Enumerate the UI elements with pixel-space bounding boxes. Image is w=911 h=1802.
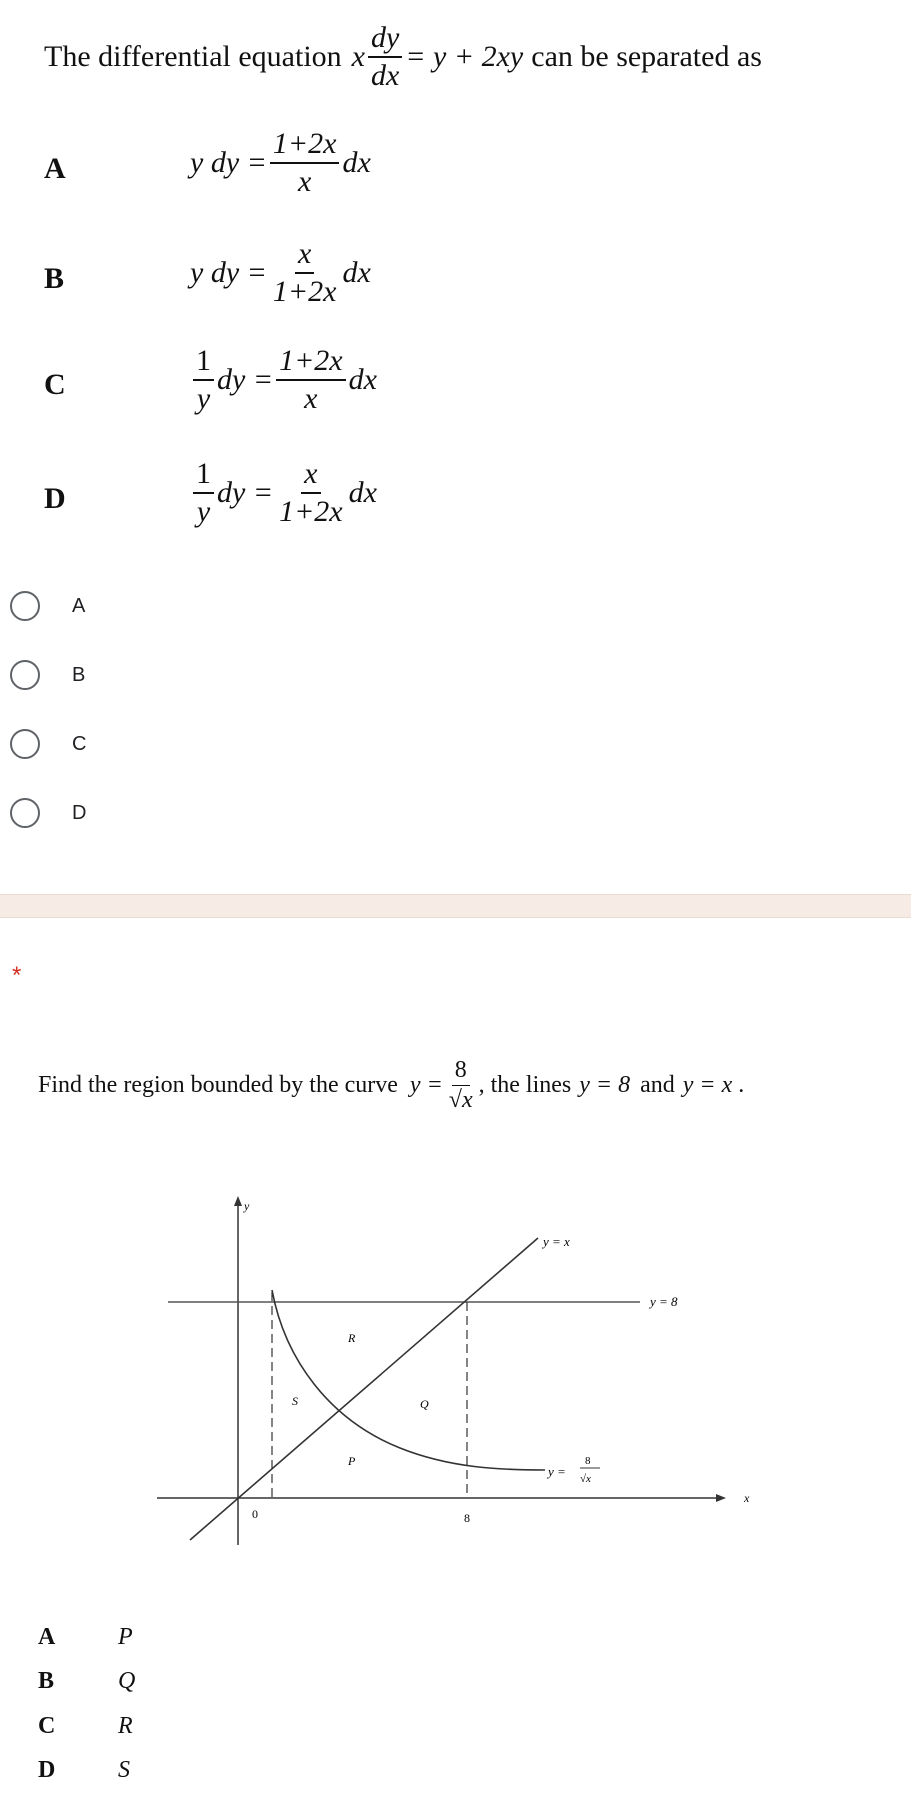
question1-dx: dx — [370, 58, 400, 92]
option1-c-lhs-den: y — [196, 381, 211, 415]
radio-label-c[interactable]: C — [72, 732, 87, 755]
option1-d-lhs-num: 1 — [193, 458, 214, 494]
option1-letter-d: D — [44, 482, 66, 515]
option2-b — [38, 1668, 135, 1695]
option1-a-fraction — [270, 128, 340, 197]
option1-c-lhs-num: 1 — [193, 345, 214, 381]
radio-option-a[interactable] — [10, 586, 86, 626]
option1-d-tail: dx — [348, 475, 377, 509]
option2-d — [38, 1757, 130, 1784]
option2-c — [38, 1713, 133, 1740]
radio-option-c[interactable] — [10, 724, 86, 764]
option1-d-den: 1+2x — [279, 494, 343, 528]
label-curve-y: y = — [548, 1464, 566, 1479]
question2-line1: y = 8 — [579, 1072, 631, 1099]
option1-d-lhs-den: y — [196, 494, 211, 528]
section-divider — [0, 894, 911, 918]
y-axis-arrow-icon — [234, 1196, 242, 1206]
line-yx — [190, 1238, 538, 1540]
option2-c-value: R — [118, 1713, 133, 1739]
option1-b-lhs: y dy = — [190, 255, 267, 289]
option1-c-expression — [190, 345, 377, 414]
option1-c-lhs-fraction — [193, 345, 214, 414]
radio-circle-c[interactable] — [10, 729, 40, 759]
option1-a-lhs: y dy = — [190, 145, 267, 179]
option1-d-lhs-tail: dy = — [217, 475, 274, 509]
option1-b-fraction — [270, 238, 340, 307]
option1-letter-b: B — [44, 262, 65, 295]
region-s-label: S — [292, 1394, 298, 1408]
question2-num: 8 — [452, 1058, 470, 1086]
option1-d-num: x — [301, 458, 320, 494]
option1-d-lhs-fraction — [193, 458, 214, 527]
option1-b-expression — [190, 238, 371, 307]
question2-mid: , the lines — [478, 1072, 572, 1099]
option2-d-value: S — [118, 1757, 130, 1783]
option2-c-letter: C — [38, 1713, 56, 1739]
question2-prefix: Find the region bounded by the curve — [38, 1072, 398, 1099]
question1-prefix: The differential equation — [44, 39, 342, 73]
option1-b-den: 1+2x — [272, 274, 337, 308]
label-yx: y = x — [543, 1234, 570, 1249]
origin-label: 0 — [252, 1507, 258, 1521]
curve-8-over-sqrt-x — [272, 1290, 545, 1470]
radio-circle-b[interactable] — [10, 660, 40, 690]
question2-line2: y = x — [682, 1072, 733, 1099]
option1-a-tail: dx — [342, 145, 371, 179]
option1-c-den: x — [304, 381, 318, 415]
option1-letter-c: C — [44, 368, 66, 401]
option2-b-value: Q — [118, 1668, 136, 1694]
question1-dy: dy — [368, 22, 402, 58]
option1-b-tail: dx — [342, 255, 371, 289]
option1-c-lhs-tail: dy = — [217, 362, 274, 396]
option1-d-expression — [190, 458, 377, 527]
radio-label-a[interactable]: A — [72, 594, 86, 617]
x-axis-arrow-icon — [716, 1494, 726, 1502]
label-curve-num: 8 — [585, 1455, 591, 1467]
radio-label-b[interactable]: B — [72, 663, 86, 686]
question2-fraction — [446, 1058, 476, 1113]
label-y8: y = 8 — [650, 1294, 678, 1309]
question2-end: . — [738, 1072, 745, 1099]
radio-label-d[interactable]: D — [72, 801, 87, 824]
option2-b-letter: B — [38, 1668, 55, 1694]
question2-y-eq: y = — [409, 1072, 443, 1099]
option2-a-value: P — [118, 1624, 133, 1650]
region-q-label: Q — [420, 1397, 429, 1411]
option1-a-den: x — [297, 164, 312, 198]
option1-b-num: x — [295, 238, 314, 274]
option1-a-num: 1+2x — [270, 128, 340, 164]
x-axis-label: x — [744, 1491, 750, 1505]
option1-letter-a: A — [44, 152, 66, 185]
question1-text — [44, 22, 762, 91]
y-axis-label: y — [244, 1199, 250, 1213]
question1-x: x — [351, 39, 365, 73]
region-graph — [0, 1180, 911, 1560]
option2-d-letter: D — [38, 1757, 56, 1783]
option1-a-expression — [190, 128, 371, 197]
question2-text — [38, 1058, 744, 1113]
question1-rhs: = y + 2xy — [405, 39, 524, 73]
option1-c-fraction — [276, 345, 346, 414]
radio-circle-a[interactable] — [10, 591, 40, 621]
radio-option-b[interactable] — [10, 655, 86, 695]
radio-option-d[interactable] — [10, 793, 86, 833]
question1-suffix: can be separated as — [531, 39, 762, 73]
option1-c-tail: dx — [348, 362, 377, 396]
region-p-label: P — [348, 1454, 356, 1468]
option2-a-letter: A — [38, 1624, 56, 1650]
option2-a — [38, 1624, 133, 1651]
question2-den: √x — [448, 1087, 473, 1114]
label-curve-den: √x — [580, 1473, 591, 1485]
required-marker: * — [12, 962, 22, 989]
question1-derivative — [368, 22, 402, 91]
option1-d-fraction — [276, 458, 346, 527]
radio-group — [10, 586, 86, 833]
radio-circle-d[interactable] — [10, 798, 40, 828]
region-r-label: R — [348, 1331, 356, 1345]
option1-c-num: 1+2x — [276, 345, 346, 381]
question2-and: and — [640, 1072, 675, 1099]
tick-8-label: 8 — [464, 1511, 470, 1525]
